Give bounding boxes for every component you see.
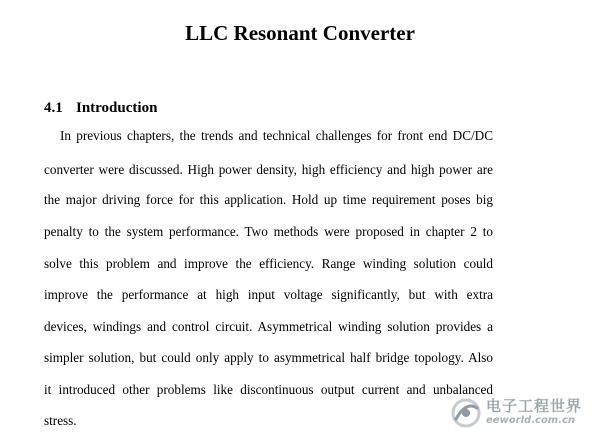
- section-number: 4.1: [44, 100, 63, 116]
- eeworld-logo-icon: [450, 397, 482, 429]
- watermark-brand: 电子工程世界: [486, 397, 583, 415]
- paragraph-line: simpler solution, but could only apply to asymmetrical half bridge topology. Also: [44, 350, 493, 365]
- eeworld-watermark: [446, 394, 596, 432]
- section-heading: [44, 99, 157, 117]
- chapter-title: LLC Resonant Converter: [185, 21, 415, 45]
- paragraph-line: stress.: [44, 413, 77, 428]
- paragraph-line: converter were discussed. High power density, high efficiency and high power are: [44, 162, 493, 177]
- paragraph-line: solve this problem and improve the efficiency. Range winding solution could: [44, 256, 493, 271]
- paragraph-line: it introduced other problems like discontinuous output current and unbalanced: [44, 382, 493, 397]
- paragraph-line: the major driving force for this application. Hold up time requirement poses big: [44, 192, 493, 207]
- paragraph-line: improve the performance at high input voltage significantly, but with extra: [44, 287, 493, 302]
- paragraph-line: penalty to the system performance. Two methods were proposed in chapter 2 to: [44, 224, 493, 239]
- paragraph-line: In previous chapters, the trends and technical challenges for front end DC/DC: [60, 128, 493, 143]
- paragraph-line: devices, windings and control circuit. Asymmetrical winding solution provides a: [44, 319, 493, 334]
- section-title: Introduction: [76, 100, 158, 116]
- watermark-site: eeworld.com.cn: [486, 415, 576, 426]
